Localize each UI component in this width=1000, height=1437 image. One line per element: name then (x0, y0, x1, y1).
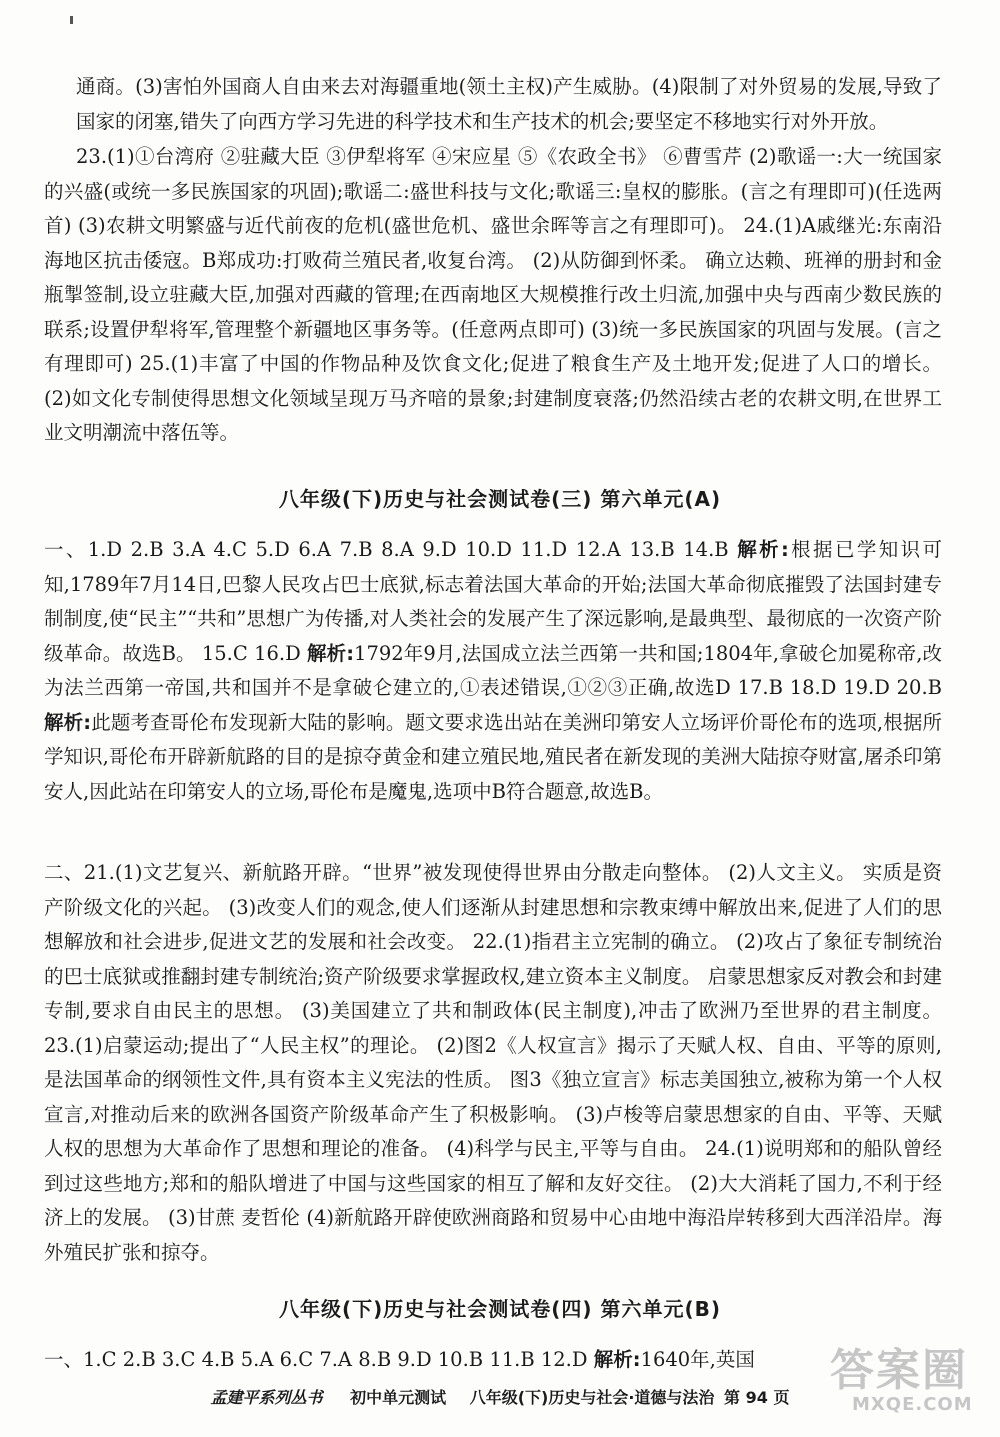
footer-page-number: 94 (745, 1388, 768, 1407)
analysis-label: 解析: (307, 641, 355, 665)
section4-part1 (44, 1343, 942, 1379)
section-heading-test-4: 八年级(下)历史与社会测试卷(四) 第六单元(B) (278, 1297, 722, 1321)
analysis-label: 解析: (593, 1348, 641, 1371)
footer-series: 孟建平系列丛书 (210, 1388, 323, 1407)
footer-page-suffix: 页 (773, 1388, 790, 1407)
section3-analysis-3: 此题考查哥伦布发现新大陆的影响。题文要求选出站在美洲印第安人立场评价哥伦布的选项,根据所学知识,哥伦布开辟新航路的目的是掠夺黄金和建立殖民地,殖民者在新发现的美洲大陆掠夺财富,屠杀印第安人,因此站在印第安人的立场,哥伦布是魔鬼,选项中B符合题意,故选B。 (44, 710, 942, 803)
answer-paragraph-1: 通商。(3)害怕外国商人自由来去对海疆重地(领土主权)产生威胁。(4)限制了对外贸易的发展,导致了国家的闭塞,错失了向西方学习先进的科学技术和生产技术的机会;要坚定不移地实行对外开放。 (76, 75, 942, 133)
corner-mark (70, 16, 73, 24)
footer-page-prefix: 第 (724, 1388, 741, 1407)
watermark-text: 答案圈 (830, 1345, 968, 1396)
watermark-logo (822, 1330, 982, 1422)
footer-title: 八年级(下)历史与社会·道德与法治 (469, 1388, 715, 1407)
footer-course: 初中单元测试 (350, 1388, 447, 1407)
section4-analysis-1: 1640年,英国 (640, 1348, 755, 1371)
watermark-url: MXQE.COM (852, 1394, 973, 1415)
analysis-label: 解析: (737, 538, 789, 561)
section-heading-test-3: 八年级(下)历史与社会测试卷(三) 第六单元(A) (278, 487, 722, 511)
section4-part1-answers: 一、1.C 2.B 3.C 4.B 5.A 6.C 7.A 8.B 9.D 10.B 11.B 12.D (44, 1348, 594, 1371)
section3-analysis-1: 根据已学知识可知,1789年7月14日,巴黎人民攻占巴士底狱,标志着法国大革命的开始;法国大革命彻底摧毁了法国封建专制制度,使“民主”“共和”思想广为传播,对人类社会的发展产生了深远影响,是最典型、最彻底的一次资产阶级革命。故选B。 15.C 16.D (44, 538, 942, 665)
section3-part2: 二、21.(1)文艺复兴、新航路开辟。“世界”被发现使得世界由分散走向整体。 (2)人文主义。 实质是资产阶级文化的兴起。 (3)改变人们的观念,使人们逐渐从封建思想和宗教束缚中解放出来,促进了人们的思想解放和社会进步,促进文艺的发展和社会改变。 22.(1)指君主立宪制的确立。 (2)攻占了象征专制统治的巴士底狱或推翻封建专制统治;资产阶级要求掌握政权,建立资本主义制度。 启蒙思想家反对教会和封建专制,要求自由民主的思想。 (3)美国建立了共和制政体(民主制度),冲击了欧洲乃至世界的君主制度。 23.(1)启蒙运动;提出了“人民主权”的理论。 (2)图2《人权宣言》揭示了天赋人权、自由、平等的原则,是法国革命的纲领性文件,具有资本主义宪法的性质。 图3《独立宣言》标志美国独立,被称为第一个人权宣言,对推动后来的欧洲各国资产阶级革命产生了积极影响。 (3)卢梭等启蒙思想家的自由、平等、天赋人权的思想为大革命作了思想和理论的准备。 (4)科学与民主,平等与自由。 24.(1)说明郑和的船队曾经到过这些地方;郑和的船队增进了中国与这些国家的相互了解和友好交往。 (2)大大消耗了国力,不利于经济上的发展。 (3)甘蔗 麦哲伦 (4)新航路开辟使欧洲商路和贸易中心由地中海沿岸转移到大西洋沿岸。海外殖民扩张和掠夺。 (44, 861, 942, 1264)
section3-part1 (44, 533, 942, 855)
section3-analysis-2: 1792年9月,法国成立法兰西第一共和国;1804年,拿破仑加冕称帝,改为法兰西第一帝国,共和国并不是拿破仑建立的,①表述错误,①②③正确,故选D 17.B 18.D 19.D 20.B (44, 641, 942, 699)
analysis-label: 解析: (44, 710, 92, 734)
section3-part1-answers: 一、1.D 2.B 3.A 4.C 5.D 6.A 7.B 8.A 9.D 10.D 11.D 12.A 13.B 14.B (44, 538, 738, 561)
answer-paragraph-2: 23.(1)①台湾府 ②驻藏大臣 ③伊犁将军 ④宋应星 ⑤《农政全书》 ⑥曹雪芹 (2)歌谣一:大一统国家的兴盛(或统一多民族国家的巩固);歌谣二:盛世科技与文化;歌谣三:皇权的膨胀。(言之有理即可)(任选两首) (3)农耕文明繁盛与近代前夜的危机(盛世危机、盛世余晖等言之有理即可)。 24.(1)A戚继光:东南沿海地区抗击倭寇。B郑成功:打败荷兰殖民者,收复台湾。 (2)从防御到怀柔。 确立达赖、班禅的册封和金瓶掣签制,设立驻藏大臣,加强对西藏的管理;在西南地区大规模推行改土归流,加强中央与西南少数民族的联系;设置伊犁将军,管理整个新疆地区事务等。(任意两点即可) (3)统一多民族国家的巩固与发展。(言之有理即可) 25.(1)丰富了中国的作物品种及饮食文化;促进了粮食生产及土地开发;促进了人口的增长。 (2)如文化专制使得思想文化领域呈现万马齐喑的景象;封建制度衰落;仍然沿续古老的农耕文明,在世界工业文明潮流中落伍等。 (44, 145, 942, 444)
